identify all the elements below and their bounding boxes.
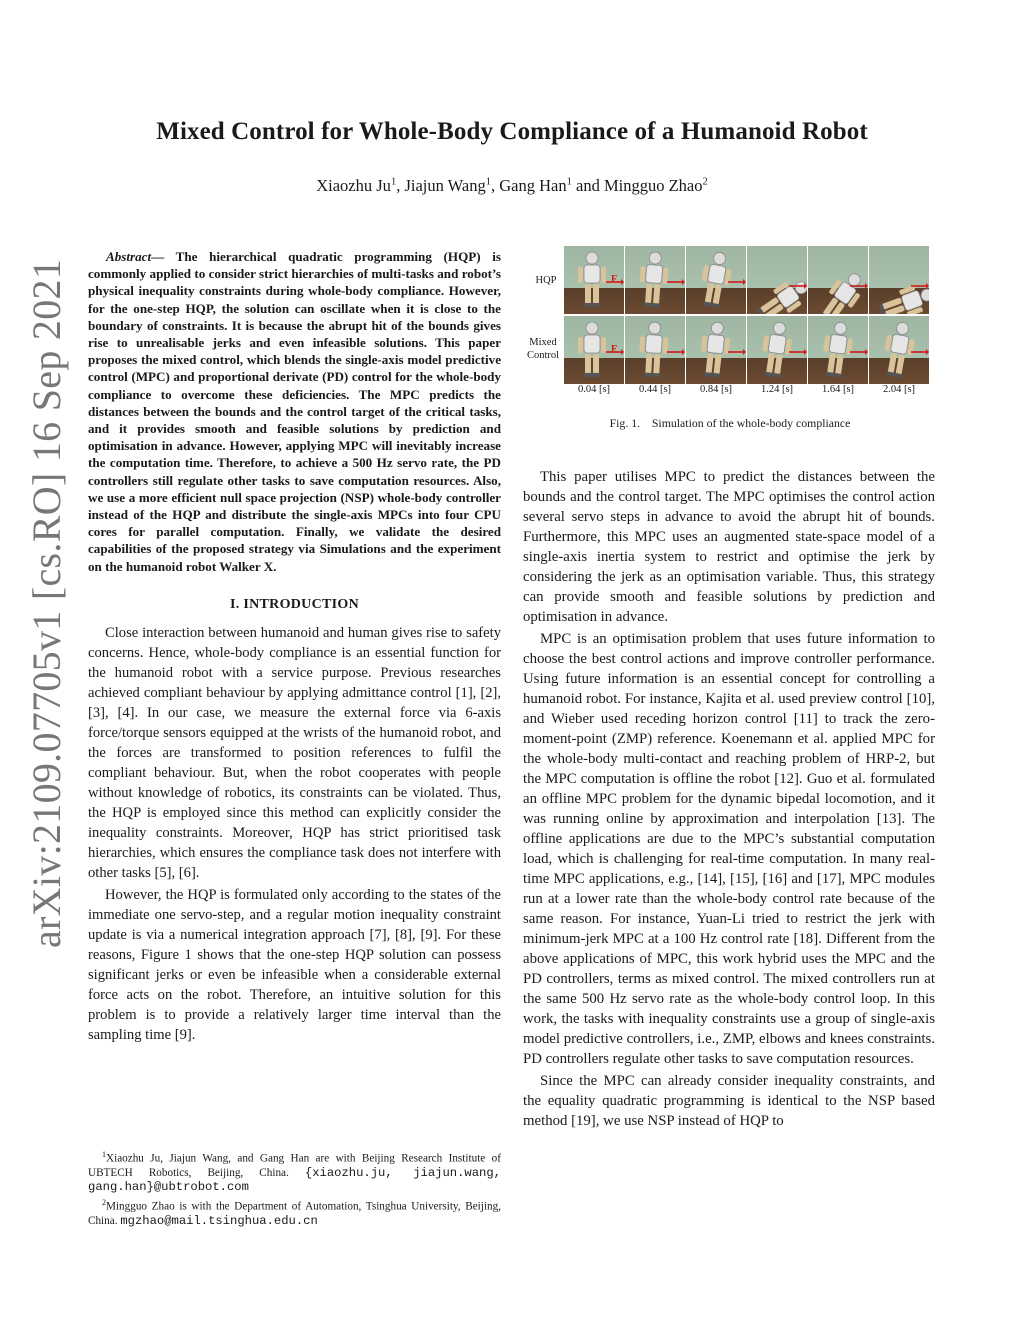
force-label: F bbox=[611, 274, 618, 285]
frame-time-label: 2.04 [s] bbox=[882, 384, 916, 395]
figure-caption-text: Simulation of the whole-body compliance bbox=[651, 416, 851, 430]
simulation-frame-hqp bbox=[686, 246, 746, 314]
body-paragraph: MPC is an optimisation problem that uses future information to choose the best control actions and improve controller performance. Using future information is an essential concept for controlling a humanoid robot. For instance, Kajita et al. used preview control [10], and Wieber used receding horizon control [11] to track the zero-moment-point (ZMP) reference. Koenemann et al. applied MPC for the whole-body multi-contact and reaching problem of HRP-2, but the MPC computation is offline the robot [12]. Guo et al. formulated an offline MPC problem for the dynamic bipedal locomotion, and it was running online by approximation and interpolation [13]. The offline applications are due to the MPC’s substantial computation load, which is challenging for real-time computation. In many real-time MPC applications, e.g., [14], [15], [16] and [17], MPC modules run at a lower rate than the whole-body control rate because of the same reason. For instance, Yuan-Li tried to restrict the jerk with minimum-jerk MPC at a 100 Hz control rate [18]. Different from the above applications of MPC, this work hybrid uses the MPC and the PD controllers, terms as mixed control. The mixed controllers run at the same 500 Hz servo rate as the whole-body control loop. In this work, the tasks with inequality constraints use a group of single-axis model predictive controllers, i.e., ZMP, elbows and knees constraints. PD controllers regulate other tasks to save computation resources. bbox=[523, 631, 935, 1067]
section-heading-introduction bbox=[88, 597, 501, 613]
simulation-frame-hqp bbox=[808, 246, 868, 314]
author-affiliation-mark: 1 bbox=[390, 176, 397, 188]
abstract-heading: Abstract bbox=[106, 249, 152, 264]
author-name: Jiajun Wang bbox=[404, 176, 486, 195]
frame-time-label: 1.24 [s] bbox=[760, 384, 794, 395]
simulation-frame-mixed bbox=[869, 316, 929, 384]
figure-row-label-hqp: HQP bbox=[535, 275, 557, 286]
section-title-rest: NTRODUCTION bbox=[249, 596, 359, 612]
footnote-2 bbox=[88, 1196, 501, 1228]
body-paragraph: Since the MPC can already consider inequality constraints, and the equality quadratic programming is identical to the NSP based method [19], we use NSP instead of HQP to bbox=[523, 1073, 935, 1129]
paper-title: Mixed Control for Whole-Body Compliance of a Humanoid Robot bbox=[156, 118, 868, 145]
author-affiliation-mark: 2 bbox=[702, 176, 708, 188]
simulation-frame-hqp bbox=[869, 246, 929, 314]
frame-time-label: 0.84 [s] bbox=[699, 384, 733, 395]
row-label-line: Control bbox=[526, 350, 560, 361]
figure-row-label-mixed bbox=[520, 336, 566, 362]
footnote-1 bbox=[88, 1148, 501, 1194]
footnotes bbox=[88, 1148, 501, 1230]
author-name: Mingguo Zhao bbox=[603, 176, 703, 195]
figure-1 bbox=[520, 244, 940, 444]
simulation-frame-mixed bbox=[808, 316, 868, 384]
abstract-body: The hierarchical quadratic programming (HQP) is commonly applied to consider strict hierarchies of multi-tasks and robot’s physical inequality constraints during whole-body compliance. However, for the one-step HQP, the solution can oscillate when it is close to the boundary of constraints. It is because the abrupt hit of the bounds gives rise to unrealisable jerks and even infeasible solutions. This paper proposes the mixed control, which blends the single-axis model predictive control (MPC) and proportional derivate (PD) control for the whole-body compliance to overcome these deficiencies. The MPC predicts the distances between the bounds and the control target of the critical tasks, and it provides smooth and feasible solutions by prediction and optimisation in advance. However, applying MPC will inevitably increase the computation time. Therefore, to achieve a 500 Hz servo rate, the PD controllers still regulate other tasks to save computation resources. Also, we use a more efficient null space projection (NSP) whole-body controller instead of the HQP and distribute the single-axis MPCs into four CPU cores for parallel computation. Finally, we validate the desired capabilities of the proposed strategy via Simulations and the experiment on the humanoid robot Walker X. bbox=[88, 249, 501, 574]
frame-time-label: 0.44 [s] bbox=[638, 384, 672, 395]
footnote-mark: 2 bbox=[102, 1198, 106, 1208]
row-label-line: Mixed bbox=[529, 337, 557, 348]
body-paragraph: However, the HQP is formulated only according to the states of the immediate one servo-step, and a regular motion inequality constraint update is via a numerical integration approach [7], [8], [9]. For these reasons, Figure 1 shows that the one-step HQP solution can possess significant jerks or even be infeasible when a considerable external force acts on the robot. Therefore, an intuitive solution for this problem is to provide a relatively larger time interval than the sampling time [9]. bbox=[88, 886, 501, 1043]
right-column bbox=[523, 467, 935, 1133]
author-affiliation-mark: 1 bbox=[485, 176, 492, 188]
footnote-text: Mingguo Zhao is with the Department of Automation, Tsinghua University, Beijing, China. bbox=[88, 1201, 501, 1228]
body-paragraph: Close interaction between humanoid and human gives rise to safety concerns. Hence, whole-body compliance is an essential function for the humanoid robot with a service purpose. Previous researches achieved compliant behaviour by applying admittance control [1], [2], [3], [4]. In our case, we measure the external force via 6-axis force/torque sensors equipped at the wrists of the humanoid robot, and the forces are transformed to position references to fulfil the compliant behaviour. But, when the robot cooperates with people without knowledge of robotics, its constraints can be violated. Thus, the HQP is employed since this method can explicitly consider the inequality constraints. Moreover, HQP has strict prioritised task hierarchies, which ensures the compliance task does not interfere with other tasks [5], [6]. bbox=[88, 624, 501, 881]
author-affiliation-mark: 1 bbox=[566, 176, 572, 188]
footnote-email: {xiaozhu.ju, jiajun.wang, gang.han}@ubtrobot.com bbox=[88, 1165, 501, 1195]
section-number: I. bbox=[230, 596, 244, 612]
simulation-frame-mixed bbox=[625, 316, 685, 384]
simulation-frame-mixed bbox=[747, 316, 807, 384]
force-label: F bbox=[611, 344, 618, 355]
footnote-email: mgzhao@mail.tsinghua.edu.cn bbox=[120, 1214, 318, 1229]
author-separator: and bbox=[571, 176, 604, 195]
simulation-frame-mixed bbox=[564, 316, 624, 384]
author-list bbox=[0, 176, 1024, 196]
section-title-initial: I bbox=[243, 596, 250, 612]
simulation-frame-mixed bbox=[686, 316, 746, 384]
author-name: Gang Han bbox=[499, 176, 567, 195]
author-name: Xiaozhu Ju bbox=[316, 176, 391, 195]
figure-caption bbox=[520, 416, 940, 431]
left-column bbox=[88, 248, 501, 1047]
simulation-frame-hqp bbox=[625, 246, 685, 314]
arxiv-identifier: arXiv:2109.07705v1 [cs.RO] 16 Sep 2021 bbox=[24, 258, 69, 948]
footnote-mark: 1 bbox=[102, 1150, 106, 1159]
frame-time-label: 0.04 [s] bbox=[577, 384, 611, 395]
abstract-dash: — bbox=[151, 249, 165, 264]
abstract bbox=[88, 248, 501, 575]
frame-time-label: 1.64 [s] bbox=[821, 384, 855, 395]
figure-caption-label: Fig. 1. bbox=[609, 416, 641, 430]
footnote-text: Xiaozhu Ju, Jiajun Wang, and Gang Han are with Beijing Research Institute of UBTECH Robotics, Beijing, China. bbox=[88, 1152, 501, 1179]
simulation-frame-hqp bbox=[747, 246, 807, 314]
simulation-frame-hqp bbox=[564, 246, 624, 314]
author-separator: , bbox=[396, 176, 405, 195]
body-paragraph: This paper utilises MPC to predict the distances between the bounds and the control target. The MPC optimises the control action several servo steps in advance to avoid the abrupt hit of bounds. Furthermore, this MPC uses an augmented state-space model of a single-axis inertia system to restrict and optimise the jerk by considering the jerk as an optimisation variable. Thus, this strategy can provide smooth and feasible solutions by prediction and optimisation in advance. bbox=[523, 469, 935, 625]
author-separator: , bbox=[491, 176, 500, 195]
